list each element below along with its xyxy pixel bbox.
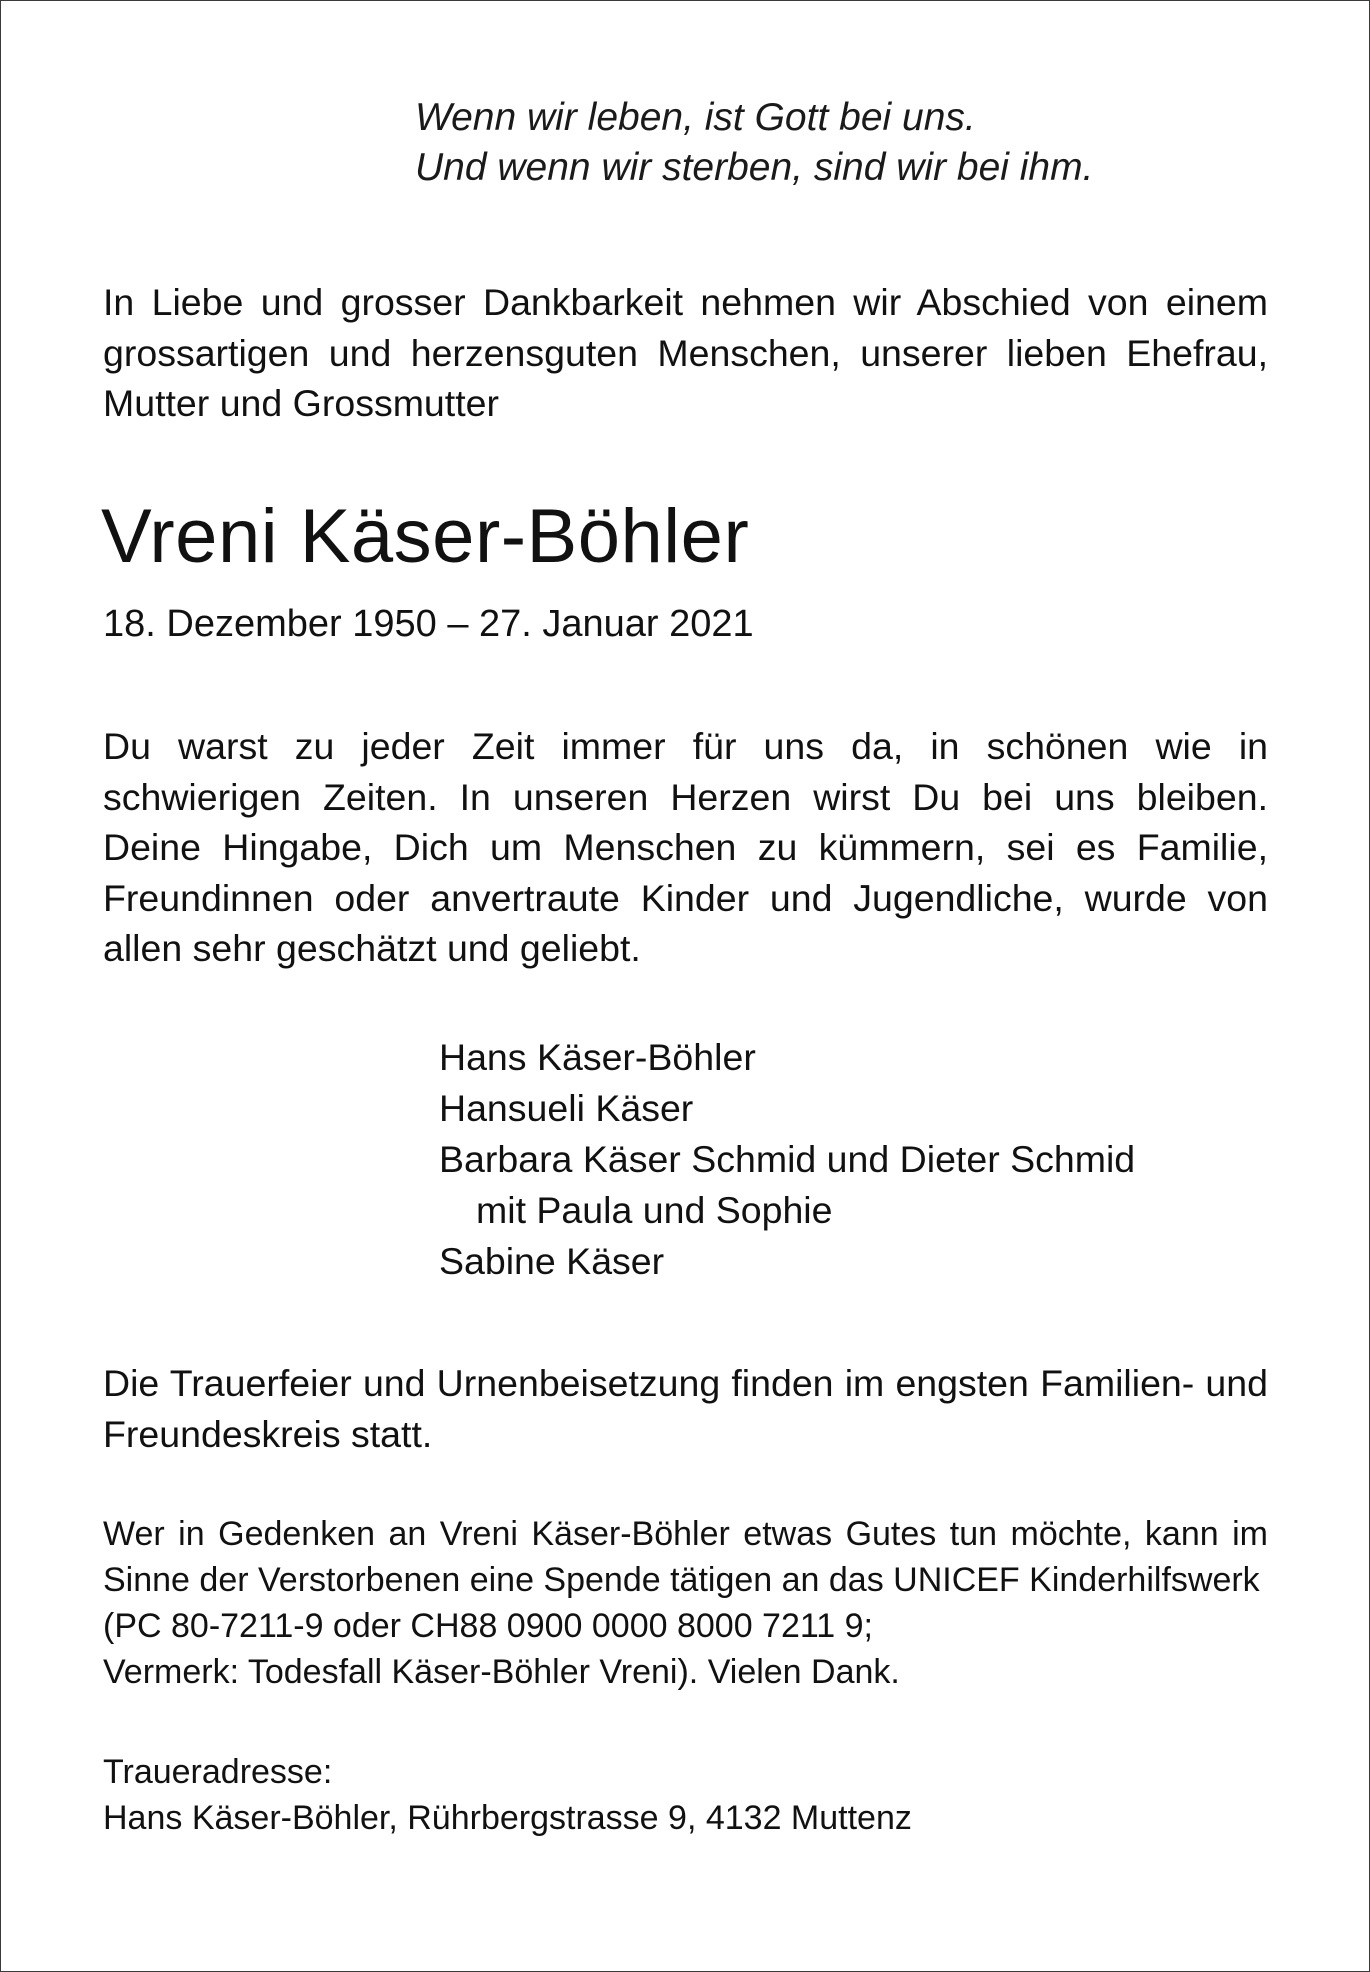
family-member: Barbara Käser Schmid und Dieter Schmid: [439, 1138, 1136, 1180]
family-list: [439, 1032, 1269, 1287]
intro-text: In Liebe und grosser Dankbarkeit nehmen wir Abschied von einem grossartigen und herzensguten Menschen, unserer lieben Ehefrau, Mutter und Grossmutter: [103, 281, 1268, 424]
donation-text: Wer in Gedenken an Vreni Käser-Böhler etwas Gutes tun möchte, kann im Sinne der Verstorbenen eine Spende tätigen an das UNICEF Kinderhilfswerk: [103, 1515, 1268, 1599]
ceremony-text: Die Trauerfeier und Urnenbeisetzung finden im engsten Familien- und Freundeskreis statt.: [103, 1362, 1268, 1455]
motto-line-1: Wenn wir leben, ist Gott bei uns.: [415, 96, 976, 139]
motto-line-2: Und wenn wir sterben, sind wir bei ihm.: [415, 146, 1094, 189]
donation-account: (PC 80-7211-9 oder CH88 0900 0000 8000 7211 9;: [103, 1607, 873, 1645]
deceased-name: Vreni Käser-Böhler: [101, 494, 750, 579]
motto-quote: [415, 93, 1271, 193]
life-dates: 18. Dezember 1950 – 27. Januar 2021: [103, 603, 754, 645]
address-value: Hans Käser-Böhler, Rührbergstrasse 9, 4132 Muttenz: [103, 1799, 912, 1837]
donation-section: [103, 1511, 1268, 1695]
family-member: Sabine Käser: [439, 1240, 665, 1282]
mourning-address: [103, 1749, 1268, 1841]
family-member: Hansueli Käser: [439, 1087, 694, 1129]
address-label: Traueradresse:: [103, 1753, 333, 1791]
family-member-children: mit Paula und Sophie: [476, 1189, 833, 1231]
donation-note: Vermerk: Todesfall Käser-Böhler Vreni). Vielen Dank.: [103, 1653, 900, 1691]
family-member: Hans Käser-Böhler: [439, 1036, 756, 1078]
tribute-text: Du warst zu jeder Zeit immer für uns da, in schönen wie in schwierigen Zeiten. In unseren Herzen wirst Du bei uns bleiben. Deine Hingabe, Dich um Menschen zu kümmern, sei es Familie, Freundinnen oder anvertraute Kinder und Jugendliche, wurde von allen sehr geschätzt und geliebt.: [103, 725, 1268, 969]
